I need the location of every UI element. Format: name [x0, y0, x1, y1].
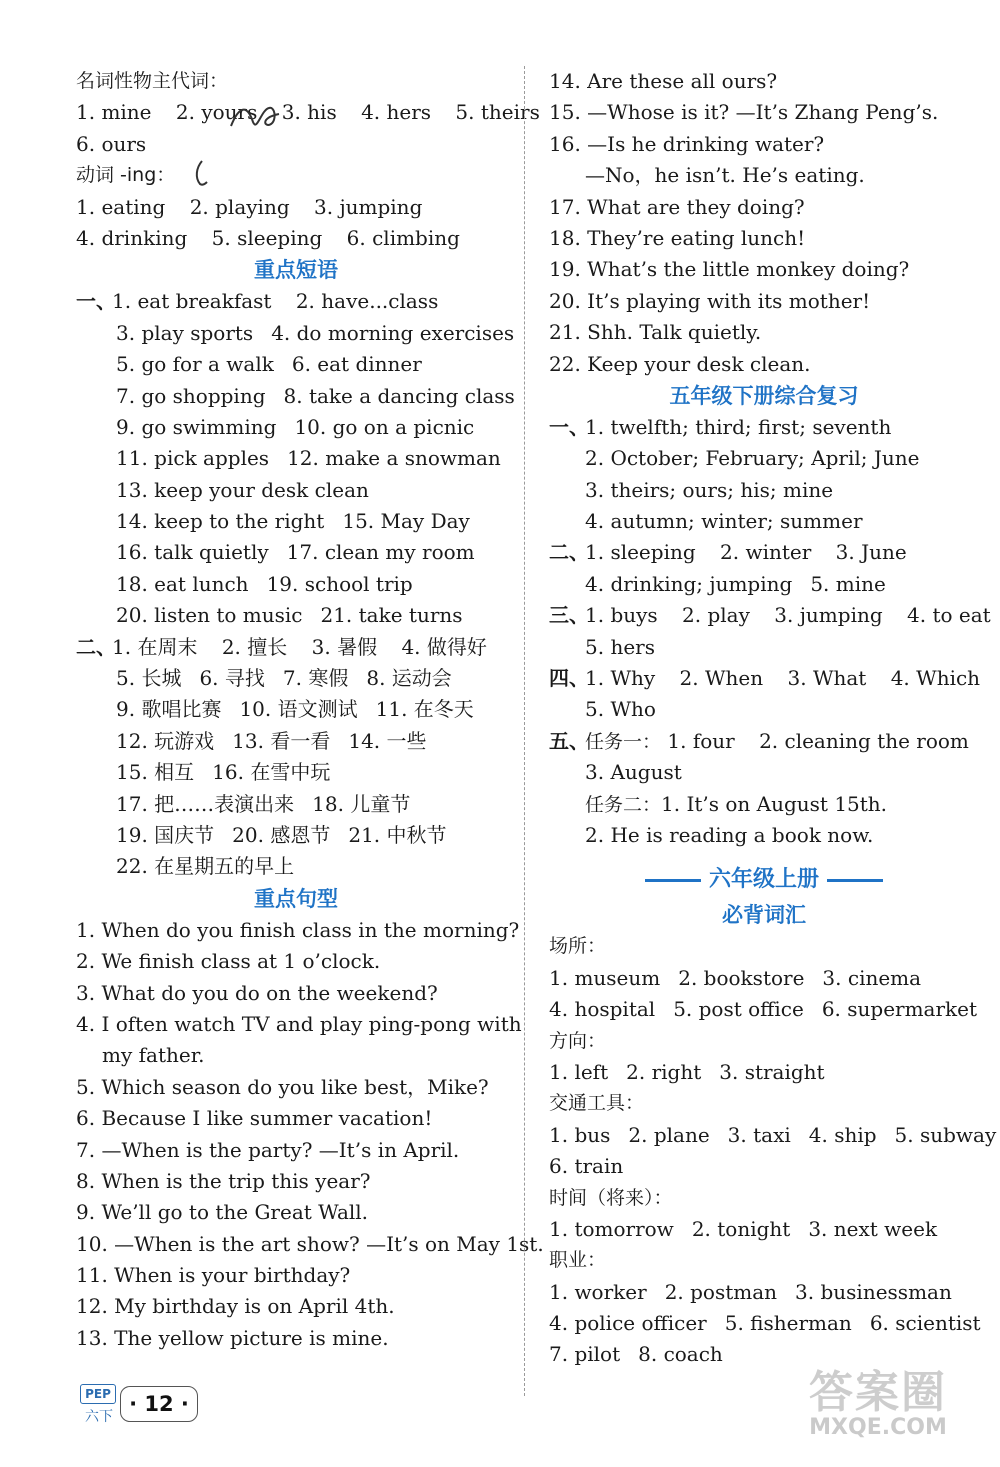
answer-line: 15. 相互 16. 在雪中玩 — [116, 760, 331, 785]
answer-line: 5. hers — [585, 634, 655, 659]
answer-line: 5. go for a walk 6. eat dinner — [116, 352, 422, 377]
task-marker: 二、 — [76, 634, 116, 659]
answer-line: 1. mine 2. yours 3. his 4. hers 5. theirs — [76, 100, 540, 125]
category-label: 名词性物主代词： — [76, 70, 229, 92]
grade-banner: 六年级上册 — [549, 863, 979, 897]
right-column — [549, 66, 997, 1371]
task-line: 五、 任务一： 1. four 2. cleaning the room — [549, 726, 979, 757]
answer-line: 9. 歌唱比赛 10. 语文测试 11. 在冬天 — [116, 697, 474, 722]
sentence-line: 2. We finish class at 1 o’clock. — [76, 949, 381, 974]
answer-line: 5. 长城 6. 寻找 7. 寒假 8. 运动会 — [116, 666, 452, 691]
answer-line: 3. play sports 4. do morning exercises — [116, 320, 515, 345]
answer-line: 3. theirs; ours; his; mine — [585, 477, 834, 502]
section-heading: 重点短语 — [254, 258, 338, 283]
answer-line: 4. police officer 5. fisherman 6. scientist — [549, 1311, 981, 1336]
watermark-url: MXQE.COM — [809, 1415, 947, 1440]
task-marker: 五、 — [549, 728, 589, 753]
category-label: 方向： — [549, 1029, 607, 1052]
banner-rule — [645, 879, 701, 882]
sentence-line: 16. —Is he drinking water? — [549, 131, 825, 156]
sentence-line: 21. Shh. Talk quietly. — [549, 320, 762, 345]
sentence-line: 7. —When is the party? —It’s in April. — [76, 1137, 460, 1162]
sentence-line: 5. Which season do you like best，Mike? — [76, 1074, 489, 1099]
sentence-line: 4. I often watch TV and play ping-pong with — [76, 1011, 522, 1036]
sentence-line: 12. My birthday is on April 4th. — [76, 1294, 395, 1319]
category-label: 交通工具： — [549, 1092, 645, 1115]
answer-line: 任务二：1. It’s on August 15th. — [585, 791, 888, 816]
answer-line: 2. He is reading a book now. — [585, 822, 874, 847]
task-line: 二、 1. 在周末 2. 擅长 3. 暑假 4. 做得好 — [76, 632, 516, 663]
left-column — [76, 66, 544, 1354]
task-marker: 四、 — [549, 666, 589, 691]
column-divider — [524, 66, 525, 1396]
section-heading: 重点句型 — [254, 886, 338, 911]
section-heading: 五年级下册综合复习 — [669, 383, 859, 408]
category-label: 场所： — [549, 935, 607, 958]
answer-line: 9. go swimming 10. go on a picnic — [116, 414, 475, 439]
sentence-line: 13. The yellow picture is mine. — [76, 1325, 389, 1350]
sentence-line: 6. Because I like summer vacation! — [76, 1106, 433, 1131]
answer-line: 18. eat lunch 19. school trip — [116, 571, 413, 596]
answer-line: 2. October; February; April; June — [585, 446, 920, 471]
category-label: 职业： — [549, 1249, 607, 1272]
sentence-line: 9. We’ll go to the Great Wall. — [76, 1200, 369, 1225]
sentence-line: 8. When is the trip this year? — [76, 1168, 371, 1193]
sentence-line: 19. What’s the little monkey doing? — [549, 257, 910, 282]
answer-line: 1. museum 2. bookstore 3. cinema — [549, 965, 922, 990]
task-marker: 一、 — [549, 414, 589, 439]
answer-line: 22. 在星期五的早上 — [116, 854, 295, 879]
answer-line: 19. 国庆节 20. 感恩节 21. 中秋节 — [116, 822, 447, 847]
answer-line: 4. autumn; winter; summer — [585, 509, 863, 534]
task-line: 三、 1. buys 2. play 3. jumping 4. to eat — [549, 600, 979, 631]
sentence-line: 3. What do you do on the weekend? — [76, 980, 438, 1005]
answer-line: 4. drinking; jumping 5. mine — [585, 571, 886, 596]
answer-line: 1. worker 2. postman 3. businessman — [549, 1279, 952, 1304]
category-label: 时间（将来）： — [549, 1186, 673, 1209]
sentence-line: my father. — [102, 1043, 205, 1068]
task-line: 一、 1. twelfth; third; first; seventh — [549, 412, 979, 443]
edition-badge: PEP — [80, 1384, 116, 1404]
answer-line: 17. 把……表演出来 18. 儿童节 — [116, 791, 411, 816]
answer-line: 14. keep to the right 15. May Day — [116, 509, 470, 534]
answer-line: 4. drinking 5. sleeping 6. climbing — [76, 225, 460, 250]
answer-line: 7. pilot 8. coach — [549, 1342, 723, 1367]
task-line: 四、 1. Why 2. When 3. What 4. Which — [549, 663, 979, 694]
semester-label: 六下 — [85, 1409, 113, 1425]
task-marker: 二、 — [549, 540, 589, 565]
task-marker: 三、 — [549, 603, 589, 628]
answer-line: 3. August — [585, 760, 682, 785]
answer-line: 1. tomorrow 2. tonight 3. next week — [549, 1216, 938, 1241]
sentence-line: 15. —Whose is it? —It’s Zhang Peng’s. — [549, 100, 939, 125]
watermark-title: 答案圈 — [809, 1367, 947, 1418]
answer-line: 6. train — [549, 1154, 624, 1179]
section-heading: 必背词汇 — [722, 903, 806, 928]
sentence-line: 20. It’s playing with its mother! — [549, 288, 871, 313]
sentence-line: —No，he isn’t. He’s eating. — [585, 163, 865, 188]
page-number: · 12 · — [120, 1386, 198, 1422]
answer-line: 7. go shopping 8. take a dancing class — [116, 383, 515, 408]
category-label: 动词 -ing： — [76, 164, 176, 187]
answer-line: 20. listen to music 21. take turns — [116, 603, 463, 628]
answer-line: 1. eating 2. playing 3. jumping — [76, 194, 423, 219]
watermark-logo — [778, 1369, 978, 1439]
task-marker: 一、 — [76, 289, 116, 314]
answer-line: 13. keep your desk clean — [116, 477, 369, 502]
sentence-line: 11. When is your birthday? — [76, 1263, 351, 1288]
answer-line: 6. ours — [76, 131, 147, 156]
sentence-line: 17. What are they doing? — [549, 194, 805, 219]
answer-line: 1. bus 2. plane 3. taxi 4. ship 5. subway — [549, 1122, 997, 1147]
answer-line: 5. Who — [585, 697, 656, 722]
sentence-line: 14. Are these all ours? — [549, 69, 778, 93]
answer-line: 11. pick apples 12. make a snowman — [116, 446, 501, 471]
sentence-line: 1. When do you finish class in the morning? — [76, 917, 520, 942]
task-line: 二、 1. sleeping 2. winter 3. June — [549, 537, 979, 568]
answer-line: 16. talk quietly 17. clean my room — [116, 540, 475, 565]
sentence-line: 18. They’re eating lunch! — [549, 225, 806, 250]
answer-line: 4. hospital 5. post office 6. supermarket — [549, 997, 978, 1022]
sentence-line: 22. Keep your desk clean. — [549, 351, 811, 376]
answer-line: 1. left 2. right 3. straight — [549, 1059, 825, 1084]
banner-rule — [827, 879, 883, 882]
task-line: 一、 1. eat breakfast 2. have...class — [76, 286, 516, 317]
answer-line: 12. 玩游戏 13. 看一看 14. 一些 — [116, 728, 427, 753]
sentence-line: 10. —When is the art show? —It’s on May 1st. — [76, 1231, 544, 1256]
